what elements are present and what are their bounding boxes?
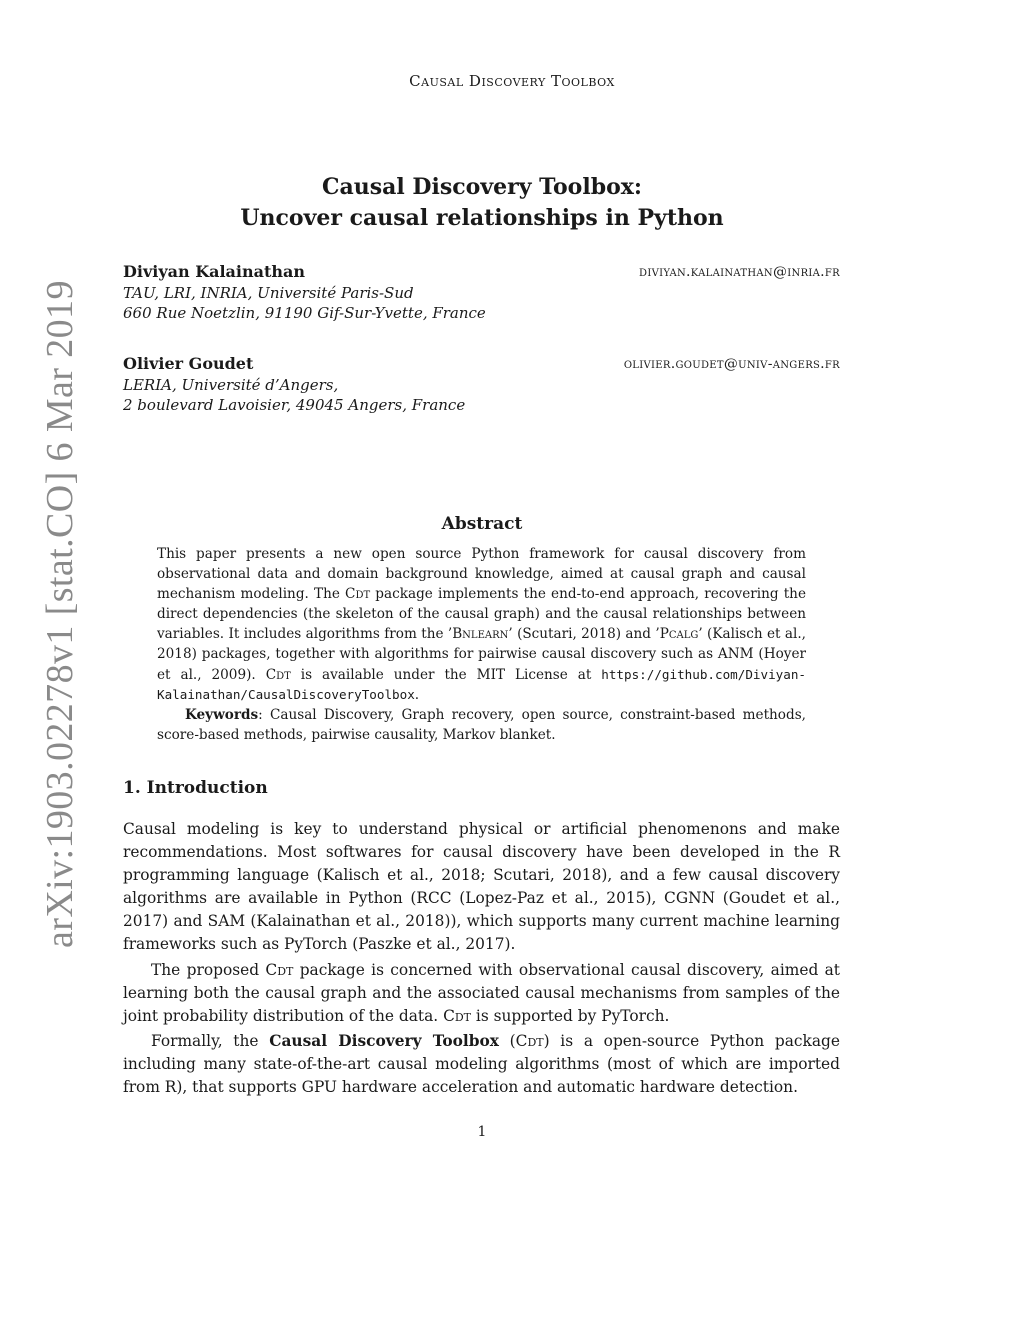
paper-title	[0, 172, 964, 234]
keywords	[157, 705, 806, 745]
abstract-body	[157, 544, 806, 745]
bnlearn-name: Bnlearn	[452, 626, 509, 643]
author-block-2	[123, 354, 840, 416]
page-number: 1	[477, 1124, 487, 1140]
keywords-label: Keywords	[185, 706, 259, 723]
author-block-1	[123, 262, 840, 324]
author-name: Diviyan Kalainathan	[123, 262, 306, 281]
author-name: Olivier Goudet	[123, 354, 254, 373]
author-address: 660 Rue Noetzlin, 91190 Gif-Sur-Yvette, France	[123, 304, 486, 322]
cdt-acronym: Cdt	[265, 666, 291, 683]
author-address: 2 boulevard Lavoisier, 49045 Angers, France	[123, 396, 466, 414]
intro-paragraph-1: Causal modeling is key to understand physical or artificial phenomenons and make recommendations. Most softwares for causal discovery have been developed in the R programming language (Kalisch et al., 2018; Scutari, 2018), and a few causal discovery algorithms are available in Python (RCC (Lopez-Paz et al., 2015), CGNN (Goudet et al., 2017) and SAM (Kalainathan et al., 2018)), which supports many current machine learning frameworks such as PyTorch (Paszke et al., 2017).	[123, 820, 840, 954]
intro-paragraph-3: Formally, the Causal Discovery Toolbox (Cdt) is a open-source Python package including many state-of-the-art causal modeling algorithms (most of which are imported from R), that supports GPU hardware acceleration and automatic hardware detection.	[123, 1031, 840, 1097]
github-url[interactable]: https://github.com/Diviyan-Kalainathan/CausalDiscoveryToolbox	[157, 666, 806, 702]
pcalg-name: Pcalg	[659, 626, 699, 643]
running-head: Causal Discovery Toolbox	[409, 72, 615, 90]
author-email: olivier.goudet@univ-angers.fr	[623, 356, 840, 372]
toolbox-name: Causal Discovery Toolbox	[269, 1031, 499, 1050]
title-line-1: Causal Discovery Toolbox:	[322, 174, 642, 200]
author-affiliation: TAU, LRI, INRIA, Université Paris-Sud	[123, 283, 414, 302]
author-affiliation: LERIA, Université d’Angers,	[123, 375, 339, 394]
title-line-2: Uncover causal relationships in Python	[240, 205, 724, 231]
abstract-paragraph: This paper presents a new open source Python framework for causal discovery from observational data and domain background knowledge, aimed at causal graph and causal mechanism modeling. The Cdt package implements the end-to-end approach, recovering the direct dependencies (the skeleton of the causal graph) and the causal relationships between variables. It includes algorithms from the ’Bnlearn’ (Scutari, 2018) and ’Pcalg’ (Kalisch et al., 2018) packages, together with algorithms for pairwise causal discovery such as ANM (Hoyer et al., 2009). Cdt is available under the MIT License at https://github.com/Diviyan-Kalainathan/CausalDiscoveryToolbox.	[157, 546, 806, 703]
cdt-acronym: Cdt	[345, 586, 371, 603]
arxiv-identifier: arXiv:1903.02278v1 [stat.CO] 6 Mar 2019	[39, 280, 81, 948]
author-email: diviyan.kalainathan@inria.fr	[639, 264, 840, 280]
keywords-list: : Causal Discovery, Graph recovery, open source, constraint-based methods, score-based methods, pairwise causality, Markov blanket.	[157, 706, 806, 743]
introduction-body	[123, 818, 840, 1101]
abstract-heading: Abstract	[441, 514, 523, 534]
intro-paragraph-2: The proposed Cdt package is concerned with observational causal discovery, aimed at learning both the causal graph and the associated causal mechanisms from samples of the joint probability distribution of the data. Cdt is supported by PyTorch.	[123, 960, 840, 1025]
cdt-acronym: Cdt	[265, 960, 294, 979]
section-heading-introduction: 1. Introduction	[123, 778, 268, 798]
cdt-acronym: Cdt	[515, 1031, 544, 1050]
cdt-acronym: Cdt	[443, 1006, 471, 1025]
